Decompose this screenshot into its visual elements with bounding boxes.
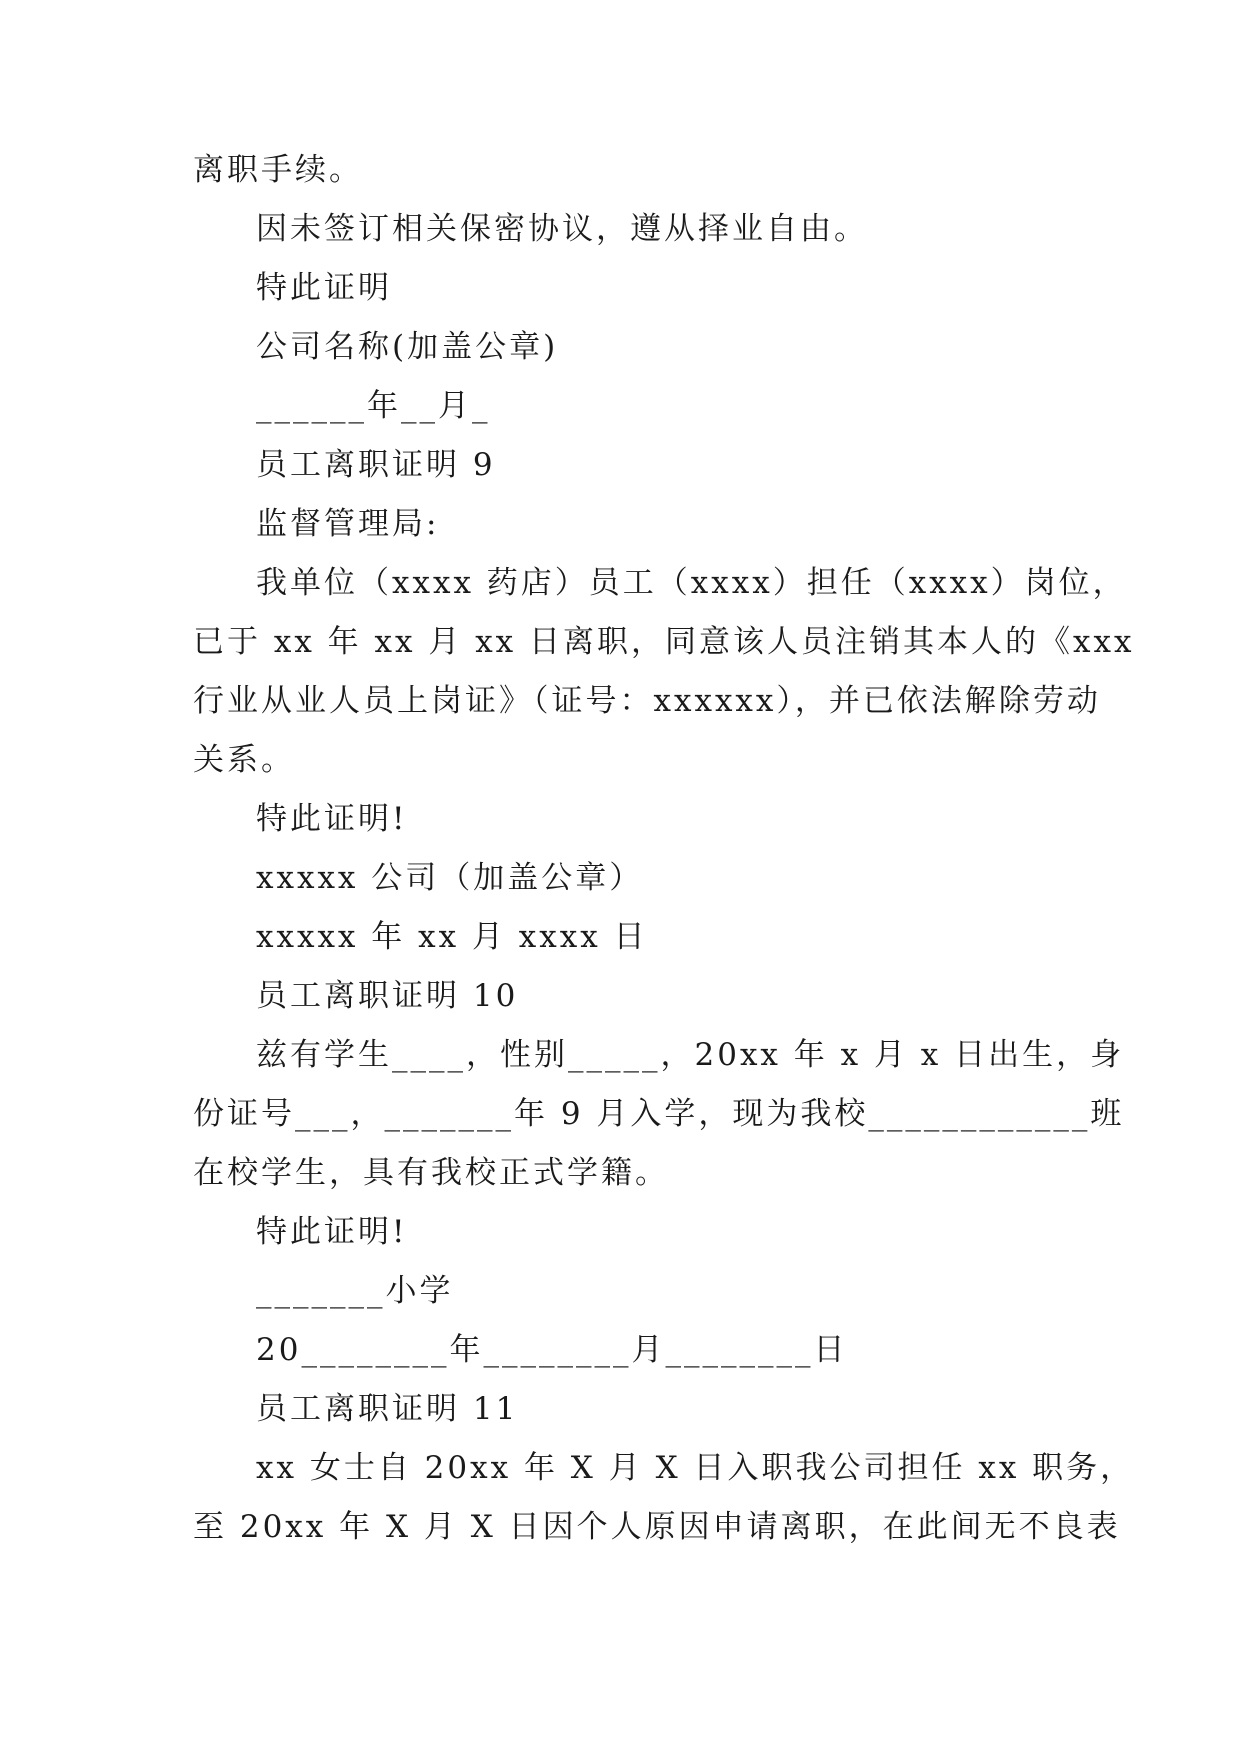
section-heading: 员工离职证明 10: [256, 978, 519, 1014]
paragraph-line: 关系。: [193, 742, 295, 778]
paragraph-line: 公司名称(加盖公章): [256, 329, 559, 365]
paragraph-line: _______小学: [256, 1273, 454, 1309]
section-heading: 员工离职证明 11: [256, 1391, 519, 1427]
date-line: xxxxx 年 xx 月 xxxx 日: [256, 919, 648, 955]
paragraph-line: 特此证明!: [256, 1214, 408, 1250]
paragraph-line: 我单位（xxxx 药店）员工（xxxx）担任（xxxx）岗位，: [256, 565, 1127, 601]
section-heading: 员工离职证明 9: [256, 447, 496, 483]
paragraph-line: 兹有学生____，性别_____，20xx 年 x 月 x 日出生，身: [256, 1037, 1125, 1073]
paragraph-line: 在校学生，具有我校正式学籍。: [193, 1155, 669, 1191]
paragraph-line: 已于 xx 年 xx 月 xx 日离职，同意该人员注销其本人的《xxx: [193, 624, 1135, 660]
paragraph-line: 至 20xx 年 X 月 X 日因个人原因申请离职，在此间无不良表: [193, 1509, 1121, 1545]
paragraph-line: xx 女士自 20xx 年 X 月 X 日入职我公司担任 xx 职务，: [256, 1450, 1135, 1486]
date-line: ______年__月_: [256, 388, 491, 424]
date-line: 20________年________月________日: [256, 1332, 848, 1368]
paragraph-line: 特此证明!: [256, 801, 408, 837]
paragraph-line: xxxxx 公司（加盖公章）: [256, 860, 644, 896]
paragraph-line: 监督管理局:: [256, 506, 440, 542]
paragraph-line: 份证号___，_______年 9 月入学，现为我校____________班: [193, 1096, 1125, 1132]
paragraph-line: 特此证明: [256, 270, 392, 306]
paragraph-line: 离职手续。: [193, 152, 363, 188]
paragraph-line: 因未签订相关保密协议，遵从择业自由。: [256, 211, 868, 247]
paragraph-line: 行业从业人员上岗证》（证号：xxxxxx），并已依法解除劳动: [193, 683, 1101, 719]
